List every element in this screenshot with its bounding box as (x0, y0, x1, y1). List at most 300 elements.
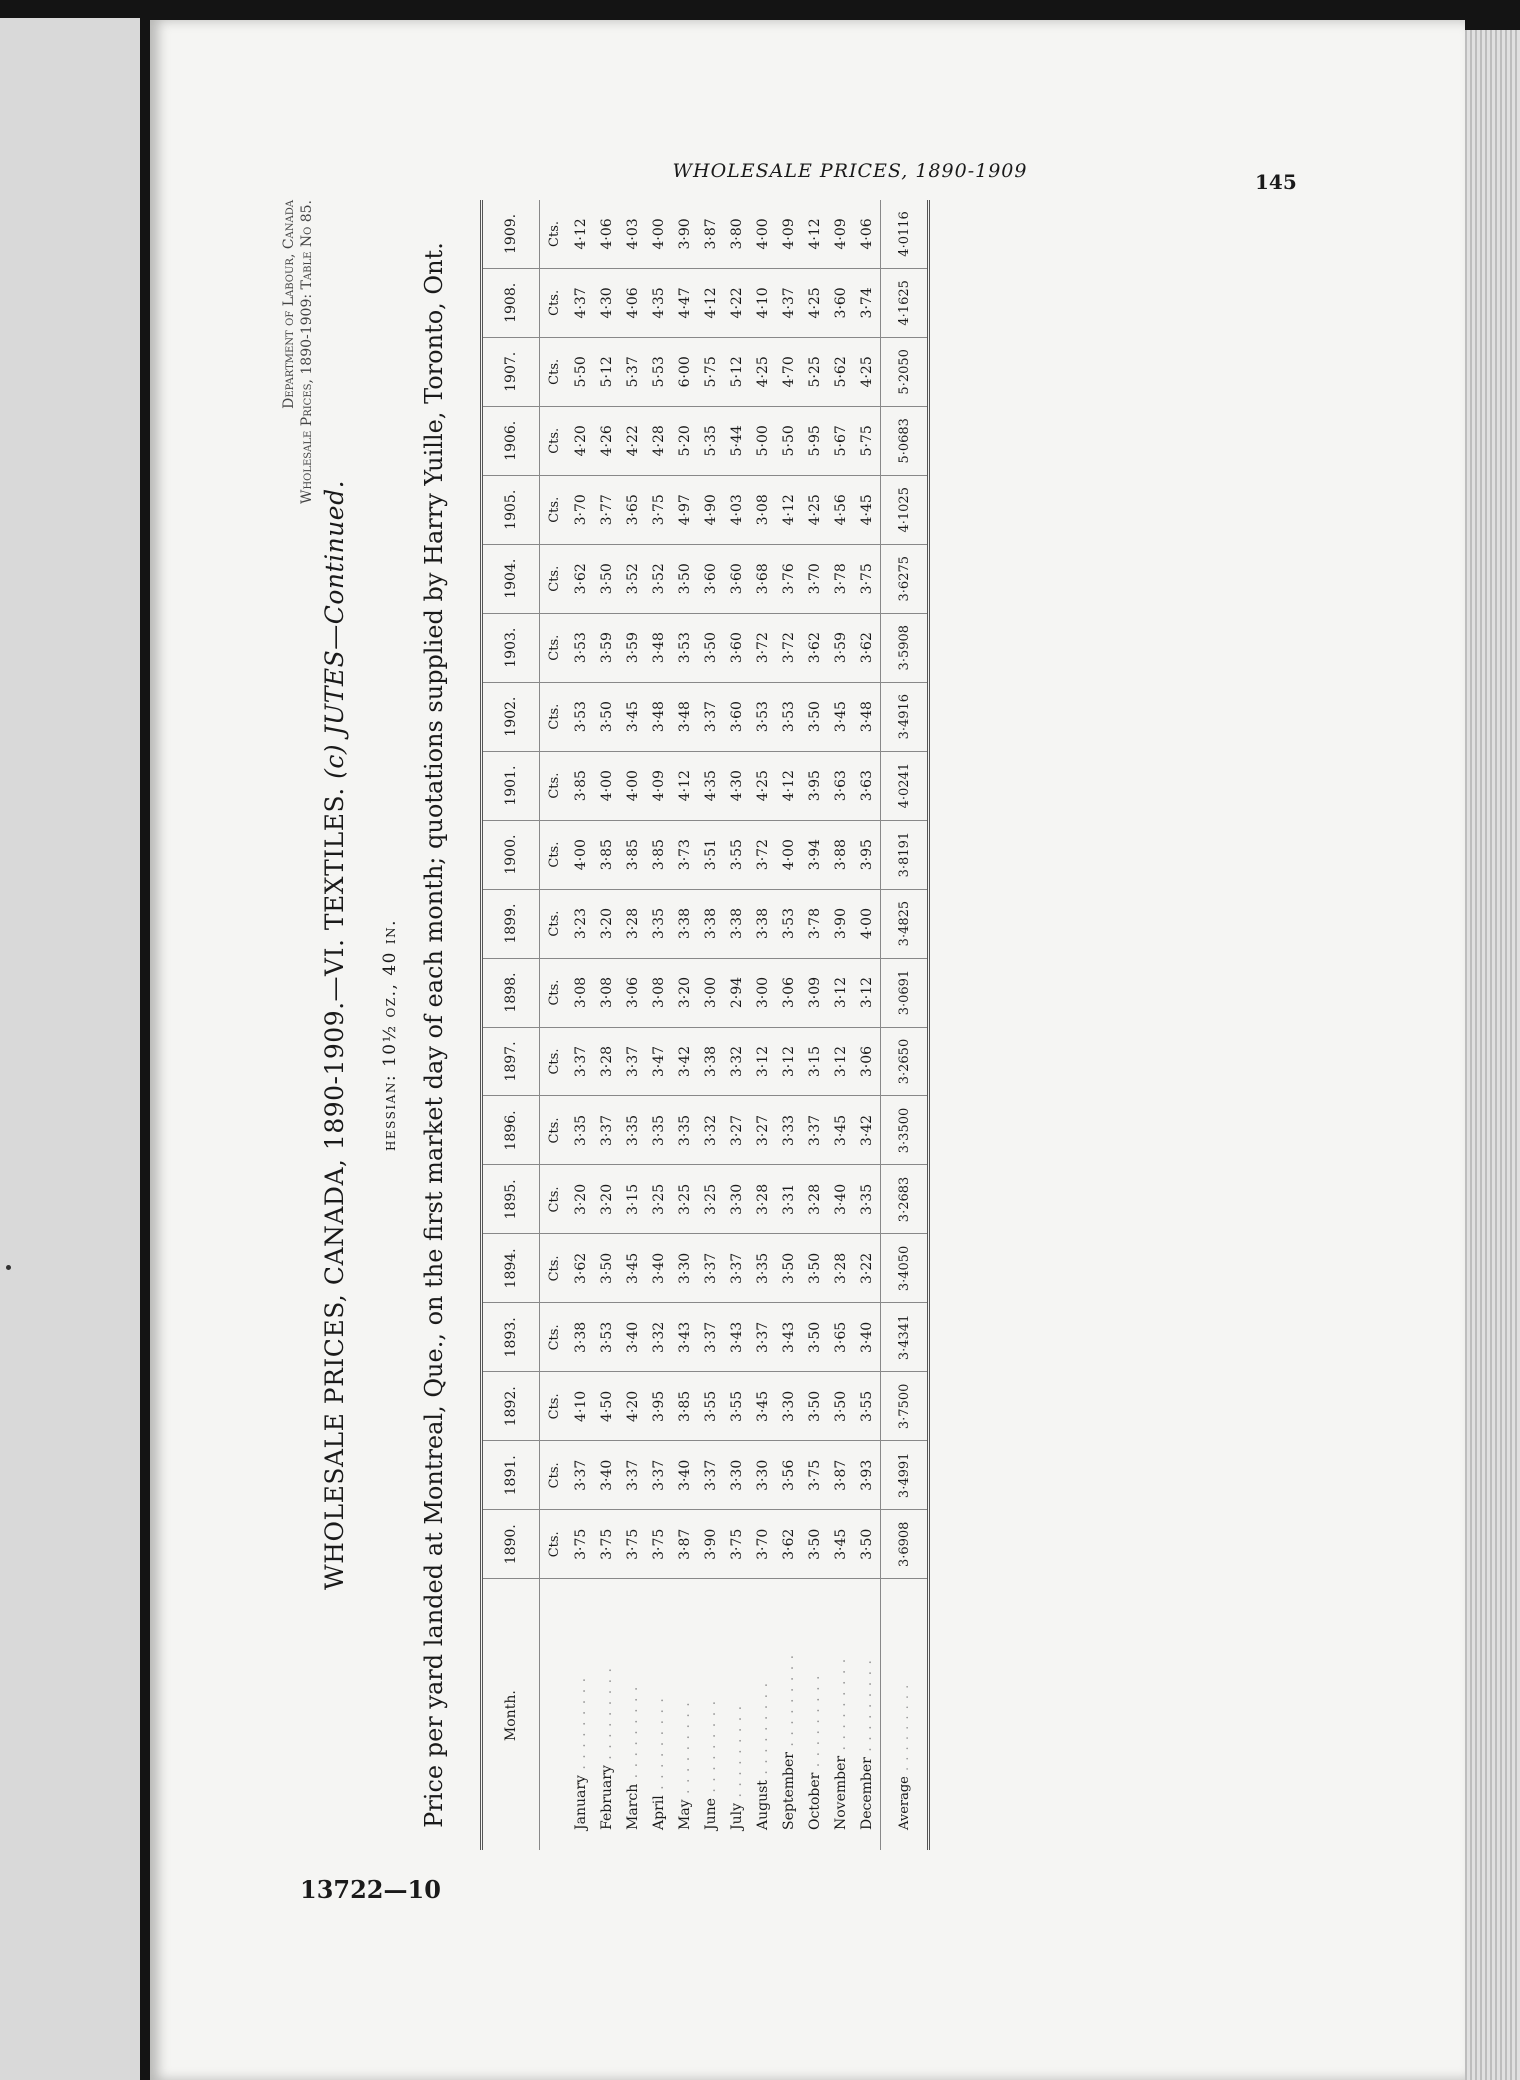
year-header: 1907. (482, 337, 540, 406)
price-cell: 4·09 (646, 751, 672, 820)
unit-row (540, 200, 569, 1850)
price-table (480, 200, 930, 1850)
price-cell: 3·40 (594, 1441, 620, 1510)
price-cell: 3·43 (724, 1303, 750, 1372)
price-cell: 4·00 (568, 820, 594, 889)
price-cell: 3·30 (672, 1234, 698, 1303)
price-cell: 3·20 (672, 958, 698, 1027)
year-header: 1902. (482, 682, 540, 751)
price-cell: 3·35 (646, 1096, 672, 1165)
average-cell: 3·4341 (881, 1303, 929, 1372)
price-cell: 3·95 (854, 820, 881, 889)
price-cell: 3·37 (594, 1096, 620, 1165)
price-cell: 3·42 (672, 1027, 698, 1096)
price-cell: 3·50 (594, 1234, 620, 1303)
price-cell: 3·75 (854, 544, 881, 613)
price-cell: 5·50 (568, 337, 594, 406)
department-note: Department of Labour, Canada Wholesale Prices, 1890-1909: Table No 85. (281, 200, 315, 504)
price-cell: 3·60 (724, 682, 750, 751)
price-cell: 3·25 (698, 1165, 724, 1234)
price-cell: 3·77 (594, 475, 620, 544)
price-cell: 3·20 (568, 1165, 594, 1234)
year-header: 1908. (482, 268, 540, 337)
price-cell: 3·55 (724, 820, 750, 889)
price-cell: 3·12 (750, 1027, 776, 1096)
price-cell: 3·65 (828, 1303, 854, 1372)
table-title: WHOLESALE PRICES, CANADA, 1890-1909.—VI. TEXTILES. (c) JUTES—Continued. (320, 479, 349, 1591)
price-cell: 3·53 (776, 682, 802, 751)
price-cell: 4·47 (672, 268, 698, 337)
price-cell: 4·12 (776, 475, 802, 544)
table-row (594, 200, 620, 1850)
price-cell: 5·62 (828, 337, 854, 406)
price-cell: 3·22 (854, 1234, 881, 1303)
price-cell: 4·45 (854, 475, 881, 544)
price-cell: 4·00 (750, 200, 776, 268)
price-cell: 4·50 (594, 1372, 620, 1441)
price-cell: 5·95 (802, 406, 828, 475)
year-header: 1895. (482, 1165, 540, 1234)
price-cell: 4·25 (854, 337, 881, 406)
table-row (828, 200, 854, 1850)
price-cell: 3·63 (854, 751, 881, 820)
unit-cell: Cts. (540, 1303, 569, 1372)
price-cell: 3·28 (802, 1165, 828, 1234)
month-cell: January . . . (568, 1579, 594, 1850)
price-cell: 3·37 (724, 1234, 750, 1303)
price-cell: 3·50 (802, 1234, 828, 1303)
average-cell: 4·1625 (881, 268, 929, 337)
year-header: 1893. (482, 1303, 540, 1372)
price-cell: 3·40 (672, 1441, 698, 1510)
price-cell: 3·12 (828, 958, 854, 1027)
price-cell: 3·75 (594, 1510, 620, 1579)
price-cell: 3·20 (594, 1165, 620, 1234)
price-cell: 4·56 (828, 475, 854, 544)
price-cell: 5·12 (594, 337, 620, 406)
price-cell: 3·50 (776, 1234, 802, 1303)
price-cell: 4·12 (802, 200, 828, 268)
price-cell: 3·43 (672, 1303, 698, 1372)
price-cell: 3·65 (620, 475, 646, 544)
price-cell: 3·70 (802, 544, 828, 613)
year-header: 1904. (482, 544, 540, 613)
price-cell: 4·35 (698, 751, 724, 820)
page-number: 145 (1255, 170, 1297, 194)
month-cell: October . . . (802, 1579, 828, 1850)
price-cell: 3·75 (568, 1510, 594, 1579)
price-cell: 3·43 (776, 1303, 802, 1372)
price-cell: 3·38 (750, 889, 776, 958)
price-cell: 4·03 (724, 475, 750, 544)
price-cell: 3·28 (620, 889, 646, 958)
price-cell: 3·38 (698, 889, 724, 958)
month-cell: December . . . (854, 1579, 881, 1850)
year-header: 1901. (482, 751, 540, 820)
price-cell: 4·20 (620, 1372, 646, 1441)
unit-cell: Cts. (540, 958, 569, 1027)
month-cell: July . . . (724, 1579, 750, 1850)
price-cell: 3·53 (568, 613, 594, 682)
price-cell: 3·30 (776, 1372, 802, 1441)
price-cell: 3·38 (672, 889, 698, 958)
price-cell: 3·50 (802, 1510, 828, 1579)
price-cell: 3·50 (594, 544, 620, 613)
year-header: 1900. (482, 820, 540, 889)
unit-cell: Cts. (540, 268, 569, 337)
price-cell: 4·25 (750, 751, 776, 820)
price-cell: 5·20 (672, 406, 698, 475)
price-cell: 3·08 (568, 958, 594, 1027)
facing-page (0, 18, 140, 2080)
price-cell: 3·37 (568, 1027, 594, 1096)
price-cell: 4·28 (646, 406, 672, 475)
year-header: 1891. (482, 1441, 540, 1510)
year-header: 1906. (482, 406, 540, 475)
price-cell: 3·95 (646, 1372, 672, 1441)
table-row (620, 200, 646, 1850)
price-cell: 3·48 (854, 682, 881, 751)
price-cell: 3·85 (646, 820, 672, 889)
unit-cell: Cts. (540, 544, 569, 613)
table-row (724, 200, 750, 1850)
table-title-section: (c) JUTES—Continued. (320, 479, 349, 779)
price-cell: 3·90 (672, 200, 698, 268)
price-cell: 3·45 (828, 1096, 854, 1165)
price-cell: 4·03 (620, 200, 646, 268)
year-header: 1898. (482, 958, 540, 1027)
unit-cell: Cts. (540, 682, 569, 751)
price-cell: 4·00 (776, 820, 802, 889)
price-cell: 3·32 (698, 1096, 724, 1165)
price-cell: 3·55 (698, 1372, 724, 1441)
year-header: 1892. (482, 1372, 540, 1441)
price-cell: 4·00 (594, 751, 620, 820)
table-row (646, 200, 672, 1850)
price-cell: 3·31 (776, 1165, 802, 1234)
price-cell: 4·12 (672, 751, 698, 820)
price-cell: 3·75 (724, 1510, 750, 1579)
price-cell: 4·09 (776, 200, 802, 268)
price-cell: 3·35 (672, 1096, 698, 1165)
price-cell: 4·00 (620, 751, 646, 820)
price-cell: 3·35 (620, 1096, 646, 1165)
unit-cell: Cts. (540, 1234, 569, 1303)
price-cell: 4·06 (854, 200, 881, 268)
price-cell: 3·87 (672, 1510, 698, 1579)
price-cell: 4·09 (828, 200, 854, 268)
price-cell: 4·35 (646, 268, 672, 337)
price-cell: 4·12 (776, 751, 802, 820)
price-cell: 5·44 (724, 406, 750, 475)
year-header: 1897. (482, 1027, 540, 1096)
price-cell: 3·60 (724, 613, 750, 682)
unit-cell: Cts. (540, 1372, 569, 1441)
price-cell: 3·85 (672, 1372, 698, 1441)
price-cell: 3·28 (828, 1234, 854, 1303)
price-cell: 3·85 (594, 820, 620, 889)
month-cell: April . . . (646, 1579, 672, 1850)
price-cell: 5·75 (698, 337, 724, 406)
price-cell: 5·25 (802, 337, 828, 406)
price-cell: 3·75 (646, 475, 672, 544)
page-edge (1465, 30, 1520, 2080)
price-cell: 3·35 (568, 1096, 594, 1165)
price-cell: 3·35 (854, 1165, 881, 1234)
unit-cell: Cts. (540, 1441, 569, 1510)
price-cell: 4·37 (776, 268, 802, 337)
price-cell: 3·72 (776, 613, 802, 682)
table-row (568, 200, 594, 1850)
average-cell: 3·2683 (881, 1165, 929, 1234)
price-cell: 3·38 (568, 1303, 594, 1372)
price-cell: 3·53 (568, 682, 594, 751)
price-cell: 3·27 (750, 1096, 776, 1165)
price-cell: 3·68 (750, 544, 776, 613)
price-cell: 3·30 (750, 1441, 776, 1510)
price-cell: 3·55 (724, 1372, 750, 1441)
unit-cell: Cts. (540, 475, 569, 544)
price-cell: 5·37 (620, 337, 646, 406)
margin-mark (6, 1265, 11, 1270)
price-cell: 4·30 (724, 751, 750, 820)
price-cell: 3·35 (750, 1234, 776, 1303)
table-row (802, 200, 828, 1850)
month-cell: February . . . (594, 1579, 620, 1850)
price-cell: 3·37 (698, 1234, 724, 1303)
price-cell: 3·62 (568, 1234, 594, 1303)
price-cell: 3·59 (620, 613, 646, 682)
average-cell: 3·4991 (881, 1441, 929, 1510)
price-cell: 3·72 (750, 820, 776, 889)
average-cell: 3·7500 (881, 1372, 929, 1441)
price-cell: 3·25 (672, 1165, 698, 1234)
table-row (672, 200, 698, 1850)
price-cell: 4·97 (672, 475, 698, 544)
price-cell: 3·60 (828, 268, 854, 337)
price-cell: 3·45 (620, 682, 646, 751)
average-cell: 5·2050 (881, 337, 929, 406)
price-cell: 4·26 (594, 406, 620, 475)
price-cell: 3·87 (828, 1441, 854, 1510)
price-cell: 3·72 (750, 613, 776, 682)
price-cell: 3·40 (620, 1303, 646, 1372)
unit-cell: Cts. (540, 613, 569, 682)
month-header: Month. (482, 1579, 540, 1850)
price-cell: 3·40 (828, 1165, 854, 1234)
price-cell: 3·47 (646, 1027, 672, 1096)
average-cell: 3·4050 (881, 1234, 929, 1303)
price-cell: 3·48 (646, 682, 672, 751)
price-cell: 3·12 (828, 1027, 854, 1096)
signature-mark: 13722—10 (300, 1875, 441, 1904)
average-cell: 3·6275 (881, 544, 929, 613)
price-cell: 4·00 (646, 200, 672, 268)
price-cell: 3·88 (828, 820, 854, 889)
price-cell: 3·37 (620, 1441, 646, 1510)
price-cell: 3·40 (646, 1234, 672, 1303)
price-cell: 3·00 (750, 958, 776, 1027)
price-cell: 3·80 (724, 200, 750, 268)
price-cell: 3·28 (750, 1165, 776, 1234)
average-cell: 3·4825 (881, 889, 929, 958)
price-cell: 4·06 (620, 268, 646, 337)
price-cell: 3·75 (620, 1510, 646, 1579)
price-cell: 3·85 (620, 820, 646, 889)
month-cell: May . . . (672, 1579, 698, 1850)
average-cell: 4·1025 (881, 475, 929, 544)
average-cell: 3·8191 (881, 820, 929, 889)
price-cell: 3·37 (698, 1303, 724, 1372)
average-cell: 3·0691 (881, 958, 929, 1027)
price-cell: 3·48 (672, 682, 698, 751)
month-cell: June . . . (698, 1579, 724, 1850)
price-cell: 3·62 (568, 544, 594, 613)
price-cell: 3·42 (854, 1096, 881, 1165)
price-cell: 3·45 (828, 1510, 854, 1579)
price-cell: 3·15 (620, 1165, 646, 1234)
price-cell: 3·87 (698, 200, 724, 268)
price-cell: 3·06 (776, 958, 802, 1027)
price-cell: 3·33 (776, 1096, 802, 1165)
price-cell: 3·08 (646, 958, 672, 1027)
price-cell: 3·60 (698, 544, 724, 613)
price-cell: 3·37 (620, 1027, 646, 1096)
price-cell: 3·06 (854, 1027, 881, 1096)
price-cell: 3·23 (568, 889, 594, 958)
table-note: Price per yard landed at Montreal, Que., on the first market day of each month; quotations supplied by Harry Yuille, Toronto, Ont. (420, 242, 448, 1828)
price-cell: 3·50 (828, 1372, 854, 1441)
unit-cell: Cts. (540, 1096, 569, 1165)
price-cell: 2·94 (724, 958, 750, 1027)
price-cell: 3·38 (698, 1027, 724, 1096)
price-cell: 3·37 (698, 682, 724, 751)
average-cell: 3·4916 (881, 682, 929, 751)
price-cell: 3·12 (776, 1027, 802, 1096)
price-cell: 5·12 (724, 337, 750, 406)
month-cell: November . . . (828, 1579, 854, 1850)
price-cell: 3·00 (698, 958, 724, 1027)
price-cell: 4·25 (750, 337, 776, 406)
price-cell: 3·09 (802, 958, 828, 1027)
price-cell: 3·50 (802, 1372, 828, 1441)
price-cell: 4·06 (594, 200, 620, 268)
price-cell: 3·06 (620, 958, 646, 1027)
table-row (854, 200, 881, 1850)
price-cell: 4·12 (568, 200, 594, 268)
price-cell: 6·00 (672, 337, 698, 406)
price-cell: 3·45 (828, 682, 854, 751)
price-cell: 3·53 (594, 1303, 620, 1372)
price-cell: 3·53 (750, 682, 776, 751)
price-cell: 5·00 (750, 406, 776, 475)
price-cell: 4·10 (750, 268, 776, 337)
price-cell: 3·37 (646, 1441, 672, 1510)
table-body (540, 200, 929, 1850)
year-header: 1896. (482, 1096, 540, 1165)
average-row (881, 200, 929, 1850)
price-cell: 3·28 (594, 1027, 620, 1096)
price-cell: 4·37 (568, 268, 594, 337)
price-cell: 3·37 (568, 1441, 594, 1510)
unit-cell: Cts. (540, 820, 569, 889)
price-cell: 3·40 (854, 1303, 881, 1372)
average-label: Average . . . (881, 1579, 929, 1850)
table-row (698, 200, 724, 1850)
average-cell: 3·5908 (881, 613, 929, 682)
price-cell: 3·62 (802, 613, 828, 682)
price-cell: 4·10 (568, 1372, 594, 1441)
table-row (750, 200, 776, 1850)
header-row (482, 200, 540, 1850)
price-cell: 3·63 (828, 751, 854, 820)
price-cell: 5·35 (698, 406, 724, 475)
price-cell: 3·08 (750, 475, 776, 544)
price-cell: 3·75 (802, 1441, 828, 1510)
unit-cell: Cts. (540, 200, 569, 268)
price-cell: 3·93 (854, 1441, 881, 1510)
price-cell: 3·59 (594, 613, 620, 682)
average-cell: 3·6908 (881, 1510, 929, 1579)
price-cell: 5·53 (646, 337, 672, 406)
price-cell: 3·73 (672, 820, 698, 889)
price-cell: 3·53 (776, 889, 802, 958)
price-cell: 3·30 (724, 1165, 750, 1234)
price-cell: 3·37 (698, 1441, 724, 1510)
month-cell: March . . . (620, 1579, 646, 1850)
price-cell: 3·78 (828, 544, 854, 613)
price-cell: 3·51 (698, 820, 724, 889)
month-cell: August . . . (750, 1579, 776, 1850)
price-cell: 3·37 (802, 1096, 828, 1165)
price-cell: 3·12 (854, 958, 881, 1027)
price-cell: 4·22 (620, 406, 646, 475)
price-cell: 5·75 (854, 406, 881, 475)
unit-cell: Cts. (540, 1510, 569, 1579)
price-cell: 3·50 (698, 613, 724, 682)
price-cell: 3·32 (724, 1027, 750, 1096)
table-row (776, 200, 802, 1850)
price-cell: 3·70 (568, 475, 594, 544)
price-cell: 4·22 (724, 268, 750, 337)
price-cell: 3·45 (750, 1372, 776, 1441)
average-cell: 4·0116 (881, 200, 929, 268)
price-cell: 3·90 (698, 1510, 724, 1579)
price-cell: 3·50 (594, 682, 620, 751)
price-cell: 4·25 (802, 268, 828, 337)
price-cell: 3·15 (802, 1027, 828, 1096)
price-cell: 3·08 (594, 958, 620, 1027)
unit-cell: Cts. (540, 1165, 569, 1234)
unit-cell: Cts. (540, 751, 569, 820)
price-cell: 3·70 (750, 1510, 776, 1579)
year-header: 1903. (482, 613, 540, 682)
price-cell: 3·50 (802, 1303, 828, 1372)
price-cell: 3·38 (724, 889, 750, 958)
price-cell: 3·25 (646, 1165, 672, 1234)
price-cell: 3·50 (802, 682, 828, 751)
price-cell: 4·70 (776, 337, 802, 406)
price-cell: 3·94 (802, 820, 828, 889)
average-cell: 3·2650 (881, 1027, 929, 1096)
price-cell: 3·55 (854, 1372, 881, 1441)
price-cell: 4·30 (594, 268, 620, 337)
year-header: 1894. (482, 1234, 540, 1303)
price-cell: 4·25 (802, 475, 828, 544)
price-cell: 3·48 (646, 613, 672, 682)
unit-cell: Cts. (540, 337, 569, 406)
year-header: 1890. (482, 1510, 540, 1579)
